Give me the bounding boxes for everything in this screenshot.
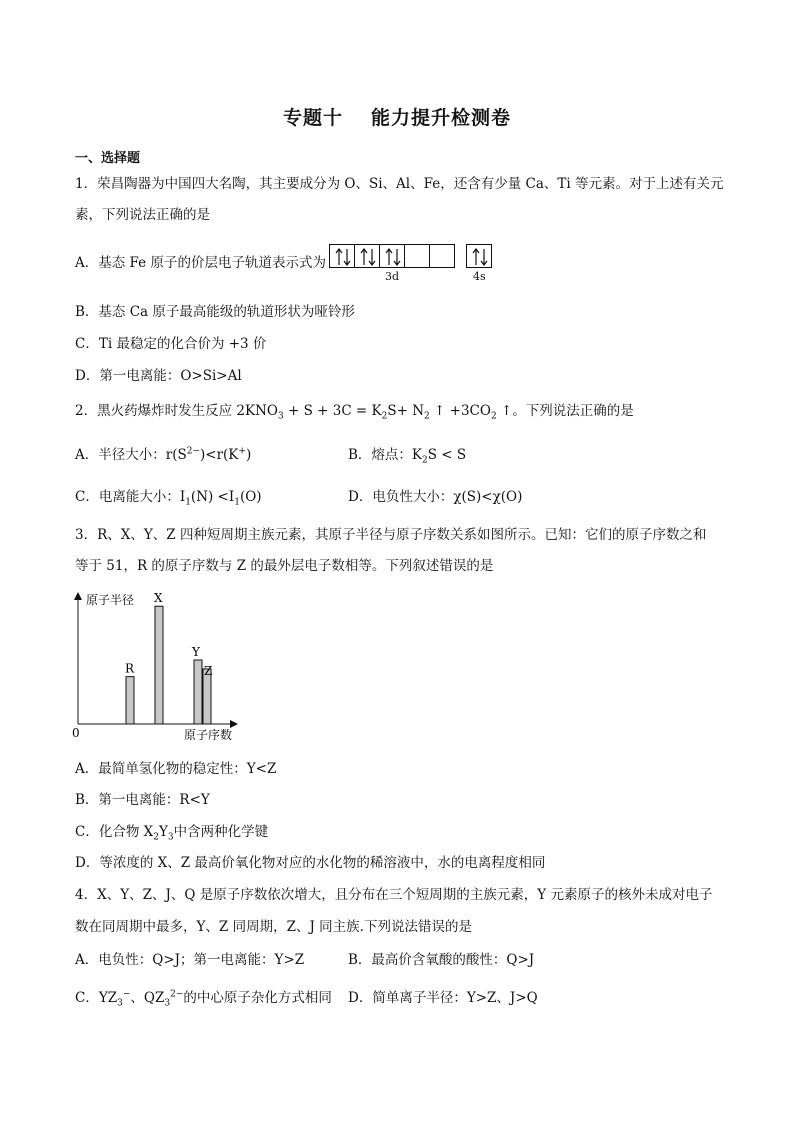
q2-option-d — [348, 488, 522, 506]
q1-stem-line2: 素，下列说法正确的是 — [75, 207, 210, 223]
orbital-label-4s: 4s — [473, 270, 486, 283]
y-axis-label: 原子半径 — [86, 593, 135, 607]
q3-option-c-pre: C．化合物 X — [75, 824, 154, 840]
bar-label-x: X — [154, 591, 163, 606]
q3-stem-line2: 等于 51，R 的原子序数与 Z 的最外层电子数相等。下列叙述错误的是 — [75, 558, 494, 574]
bar-y — [194, 660, 202, 724]
bar-label-r: R — [125, 661, 135, 676]
q4-option-c-pre: C．YZ — [75, 990, 118, 1006]
radius-chart — [70, 590, 250, 740]
q4-option-c-post: 的中心原子杂化方式相同 — [183, 990, 332, 1006]
q4-option-b: B．最高价含氧酸的酸性：Q>J — [348, 952, 535, 968]
bar-r — [126, 677, 134, 724]
q2-option-d-expr: χ(S)<χ(O) — [453, 489, 523, 505]
q3-option-a: A．最简单氢化物的稳定性：Y<Z — [75, 761, 277, 777]
q1-option-b: B．基态 Ca 原子最高能级的轨道形状为哑铃形 — [75, 304, 355, 320]
q1-stem-line1: 1．荣昌陶器为中国四大名陶，其主要成分为 O、Si、Al、Fe，还含有少量 Ca、Ti 等元素。对于上述有关元 — [75, 176, 724, 192]
q4-option-c: C．$YZ_3^-$、$QZ_3^{2-}$的中心原子杂化方式相同 — [75, 989, 332, 1009]
q4-stem-line2: 数在同周期中最多，Y、Z 同周期，Z、J 同主族.下列说法错误的是 — [75, 919, 472, 935]
q1-option-c: C．Ti 最稳定的化合价为 +3 价 — [75, 336, 267, 352]
q2-stem — [75, 402, 634, 420]
y-axis-arrow — [74, 592, 82, 600]
q2-option-c-label: C．电离能大小： — [75, 489, 180, 505]
q3-option-c-mid: Y — [158, 824, 168, 840]
q3-option-c-post: 中含两种化学键 — [173, 824, 269, 840]
orbital-label-3d: 3d — [385, 270, 400, 283]
x-axis-arrow — [230, 720, 238, 728]
q3-option-d: D．等浓度的 X、Z 最高价氧化物对应的水化物的稀溶液中，水的电离程度相同 — [75, 855, 546, 871]
q4-option-c-mid: 、QZ — [130, 990, 165, 1006]
orbital-box-4 — [404, 244, 430, 268]
q2-option-d-label: D．电负性大小： — [348, 489, 454, 505]
q1-option-a: A．基态 Fe 原子的价层电子轨道表示式为 — [75, 255, 326, 271]
q2-option-b-label: B．熔点： — [348, 447, 412, 463]
q2-stem-pre: 2．黑火药爆炸时发生反应 — [75, 403, 237, 419]
q3-option-b: B．第一电离能：R<Y — [75, 792, 210, 808]
q4-option-a: A．电负性：Q>J；第一电离能：Y>Z — [75, 952, 305, 968]
q2-option-c-expr: $I_1(N) <I_1(O)$ — [179, 489, 262, 508]
q2-option-a-expr: $r(S^{2-})<r(K^+)$ — [165, 446, 252, 463]
x-axis-label: 原子序数 — [184, 728, 233, 740]
q4-option-d: D．简单离子半径：Y>Z、J>Q — [348, 990, 538, 1006]
title-part1: 专题十 — [282, 107, 343, 129]
q4-stem-line1: 4．X、Y、Z、J、Q 是原子序数依次增大，且分布在三个短周期的主族元素，Y 元素原子的核外未成对电子 — [75, 887, 713, 903]
q2-option-a — [75, 446, 251, 464]
orbital-box-3 — [379, 244, 405, 268]
bar-label-z: Z — [204, 663, 213, 678]
q2-option-c — [75, 488, 262, 506]
orbital-box-5 — [429, 244, 455, 268]
page-title — [0, 103, 794, 130]
q2-option-b-expr: $K_2S < S$ — [411, 447, 467, 466]
q3-option-c: C．化合物 $X_2Y_3$中含两种化学键 — [75, 824, 269, 843]
bar-x — [155, 606, 163, 724]
title-part2: 能力提升检测卷 — [371, 107, 512, 129]
q3-stem-line1: 3．R、X、Y、Z 四种短周期主族元素，其原子半径与原子序数关系如图所示。已知：它们的原子序数之和 — [75, 527, 707, 543]
orbital-box-4s — [466, 244, 492, 268]
section-heading: 一、选择题 — [75, 151, 141, 166]
orbital-box-1 — [329, 244, 355, 268]
bar-label-y: Y — [192, 645, 200, 659]
q2-option-a-label: A．半径大小： — [75, 447, 166, 463]
q2-option-b — [348, 446, 466, 464]
q2-stem-post: 。下列说法正确的是 — [512, 403, 634, 419]
orbital-box-2 — [354, 244, 380, 268]
origin-label: 0 — [72, 726, 80, 740]
q1-option-d: D．第一电离能：O>Si>Al — [75, 368, 242, 384]
q2-equation: $2KNO_3 + S + 3C = K_2S+ N_2$ ↑ $+3CO_2$ ↑ — [236, 403, 513, 422]
